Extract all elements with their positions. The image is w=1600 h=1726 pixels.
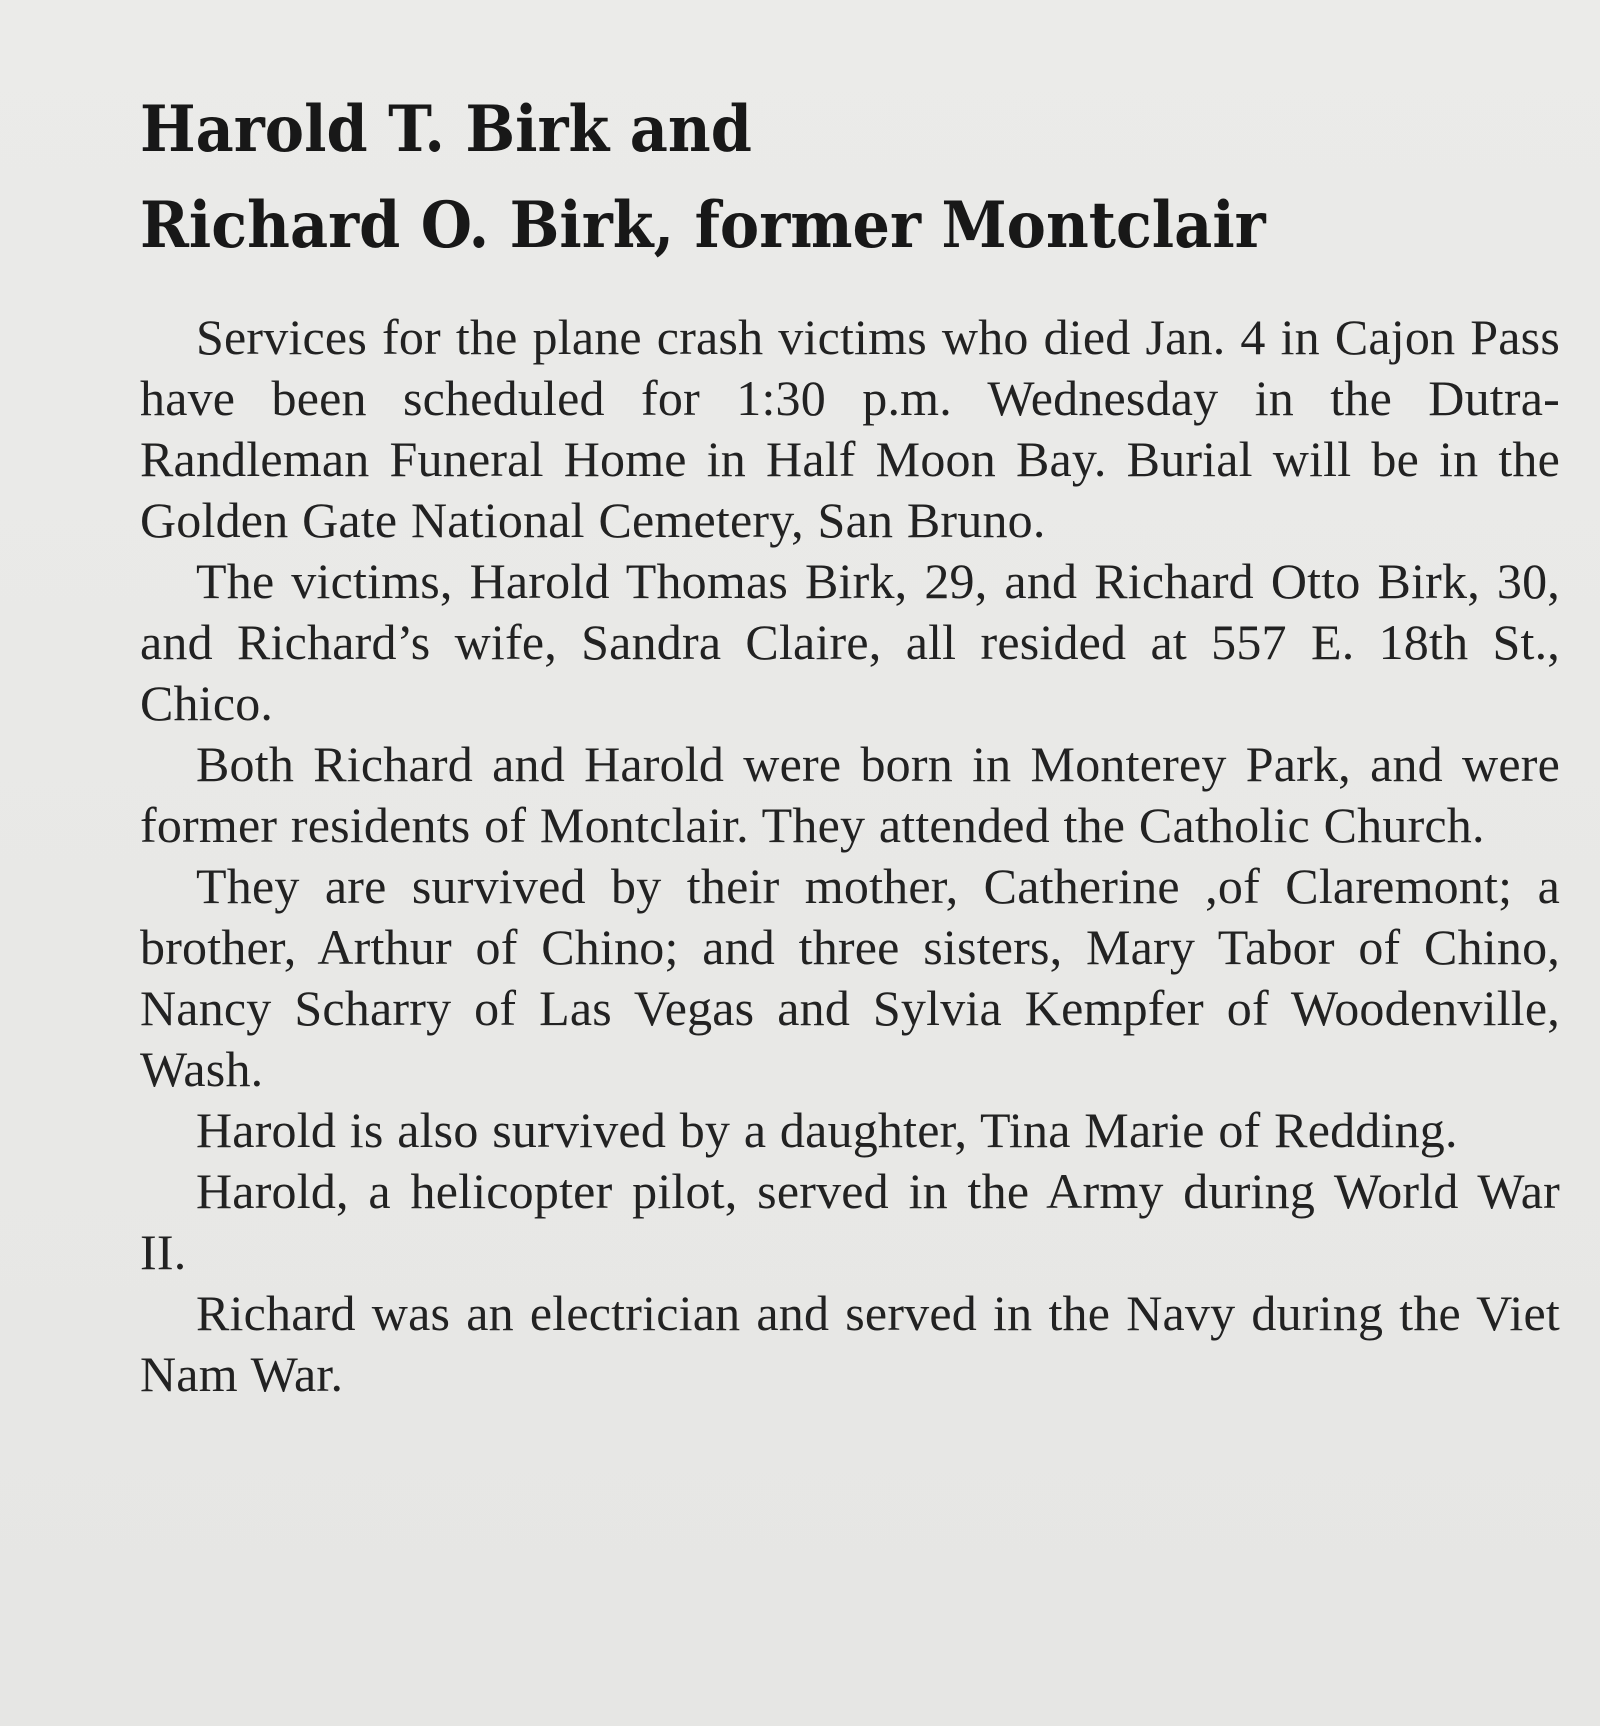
article-headline	[140, 82, 1557, 274]
paragraph-victims: The victims, Harold Thomas Birk, 29, and Richard Otto Birk, 30, and Richard’s wife, Sandra Claire, all resided at 557 E. 18th St., Chico.	[140, 553, 1560, 731]
headline-line-2: Richard O. Birk, former Montclair	[140, 188, 1266, 263]
paragraph-harold-service: Harold, a helicopter pilot, served in the Army during World War II.	[140, 1163, 1560, 1280]
paragraph-richard-service: Richard was an electrician and served in the Navy during the Viet Nam War.	[140, 1285, 1560, 1402]
paragraph-birthplace: Both Richard and Harold were born in Monterey Park, and were former residents of Montclair. They attended the Catholic Church.	[140, 736, 1560, 853]
headline-line-1: Harold T. Birk and	[140, 92, 752, 167]
article-body	[140, 307, 1560, 1405]
obituary-article	[140, 82, 1560, 1402]
paragraph-daughter: Harold is also survived by a daughter, Tina Marie of Redding.	[196, 1102, 1458, 1158]
paragraph-services: Services for the plane crash victims who died Jan. 4 in Cajon Pass have been scheduled for 1:30 p.m. Wednesday in the Dutra-Randleman Funeral Home in Half Moon Bay. Burial will be in the Golden Gate National Cemetery, San Bruno.	[140, 309, 1560, 548]
paragraph-survivors: They are survived by their mother, Catherine ,of Claremont; a brother, Arthur of Chino; and three sisters, Mary Tabor of Chino, Nancy Scharry of Las Vegas and Sylvia Kempfer of Woodenville, Wash.	[140, 858, 1560, 1097]
